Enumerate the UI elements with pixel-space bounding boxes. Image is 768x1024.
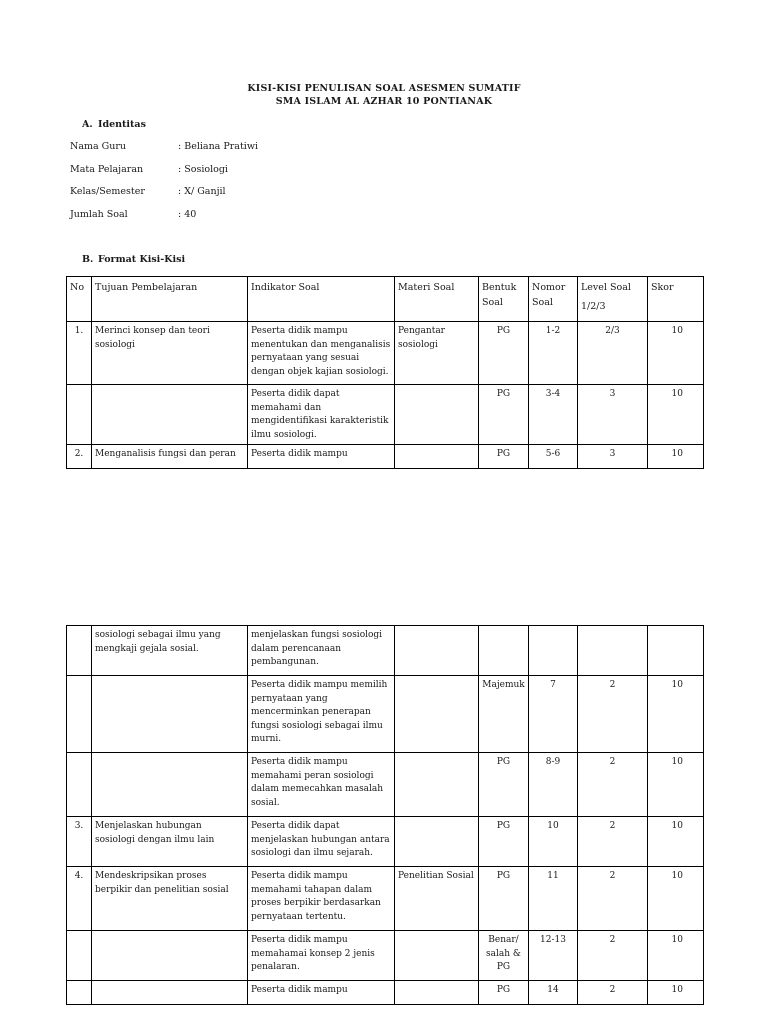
cell-level: 2 (578, 931, 648, 981)
cell-tujuan (92, 385, 248, 445)
cell-materi (395, 676, 479, 753)
header-level (578, 277, 648, 322)
header-materi: Materi Soal (395, 277, 479, 322)
cell-materi (395, 385, 479, 445)
cell-bentuk: Benar/ salah & PG (479, 931, 529, 981)
cell-indikator: Peserta didik mampu (248, 981, 395, 1005)
table-row (67, 867, 704, 931)
cell-bentuk: PG (479, 753, 529, 817)
format-section-title: Format Kisi-Kisi (98, 254, 186, 265)
header-level-line2: 1/2/3 (581, 301, 606, 312)
cell-nomor: 14 (529, 981, 578, 1005)
cell-skor: 10 (648, 322, 704, 385)
cell-nomor: 5-6 (529, 445, 578, 469)
header-nomor (529, 277, 578, 322)
cell-no: 4. (67, 867, 92, 931)
cell-bentuk: PG (479, 322, 529, 385)
table-row (67, 676, 704, 753)
cell-no (67, 626, 92, 676)
cell-level: 2 (578, 753, 648, 817)
cell-indikator: Peserta didik dapat menjelaskan hubungan antara sosiologi dan ilmu sejarah. (248, 817, 395, 867)
cell-materi: Pengantar sosiologi (395, 322, 479, 385)
cell-materi (395, 817, 479, 867)
header-indikator: Indikator Soal (248, 277, 395, 322)
cell-materi (395, 753, 479, 817)
cell-tujuan: Menjelaskan hubungan sosiologi dengan ilmu lain (92, 817, 248, 867)
cell-level: 3 (578, 445, 648, 469)
cell-bentuk: PG (479, 981, 529, 1005)
cell-tujuan: Merinci konsep dan teori sosiologi (92, 322, 248, 385)
header-nomor-line2: Soal (532, 297, 553, 308)
cell-tujuan (92, 981, 248, 1005)
cell-skor (648, 626, 704, 676)
cell-no (67, 676, 92, 753)
cell-no (67, 931, 92, 981)
cell-indikator: menjelaskan fungsi sosiologi dalam perencanaan pembangunan. (248, 626, 395, 676)
cell-indikator: Peserta didik mampu (248, 445, 395, 469)
table-row (67, 753, 704, 817)
table-row (67, 817, 704, 867)
cell-skor: 10 (648, 753, 704, 817)
cell-nomor: 12-13 (529, 931, 578, 981)
cell-skor: 10 (648, 676, 704, 753)
cell-no: 2. (67, 445, 92, 469)
identity-label: Jumlah Soal (70, 209, 128, 220)
identity-row-question-count (70, 209, 370, 223)
cell-indikator: Peserta didik mampu memahami peran sosiologi dalam memecahkan masalah sosial. (248, 753, 395, 817)
cell-indikator: Peserta didik mampu menentukan dan menganalisis pernyataan yang sesuai dengan objek kajian sosiologi. (248, 322, 395, 385)
cell-nomor: 3-4 (529, 385, 578, 445)
cell-nomor: 10 (529, 817, 578, 867)
identity-section-title: Identitas (98, 119, 146, 130)
cell-materi: Penelitian Sosial (395, 867, 479, 931)
cell-skor: 10 (648, 867, 704, 931)
header-bentuk-line2: Soal (482, 297, 503, 308)
cell-no (67, 385, 92, 445)
table-row (67, 626, 704, 676)
format-section-number: B. (82, 254, 94, 265)
cell-no (67, 981, 92, 1005)
cell-no (67, 753, 92, 817)
identity-label: Nama Guru (70, 141, 127, 152)
cell-skor: 10 (648, 817, 704, 867)
cell-tujuan (92, 676, 248, 753)
identity-label: Kelas/Semester (70, 186, 145, 197)
table-row (67, 445, 704, 469)
cell-materi (395, 981, 479, 1005)
cell-skor: 10 (648, 931, 704, 981)
table-row (67, 931, 704, 981)
table-row (67, 385, 704, 445)
identity-row-teacher (70, 141, 370, 155)
cell-materi (395, 931, 479, 981)
school-name: SMA ISLAM AL AZHAR 10 PONTIANAK (275, 96, 493, 107)
document-title: KISI-KISI PENULISAN SOAL ASESMEN SUMATIF (247, 83, 521, 94)
identity-value: : 40 (178, 209, 197, 220)
cell-bentuk: PG (479, 817, 529, 867)
cell-level: 2 (578, 867, 648, 931)
header-tujuan: Tujuan Pembelajaran (92, 277, 248, 322)
identity-section-number: A. (82, 119, 93, 130)
cell-indikator: Peserta didik mampu memahami tahapan dalam proses berpikir berdasarkan pernyataan tertentu. (248, 867, 395, 931)
header-bentuk-line1: Bentuk (482, 282, 517, 293)
cell-skor: 10 (648, 981, 704, 1005)
cell-skor: 10 (648, 445, 704, 469)
cell-nomor: 7 (529, 676, 578, 753)
identity-heading (82, 119, 146, 130)
cell-bentuk: PG (479, 445, 529, 469)
cell-level: 2/3 (578, 322, 648, 385)
cell-tujuan: sosiologi sebagai ilmu yang mengkaji gejala sosial. (92, 626, 248, 676)
header-skor: Skor (648, 277, 704, 322)
cell-bentuk: PG (479, 385, 529, 445)
kisi-kisi-table-page1 (66, 276, 704, 469)
table-row (67, 981, 704, 1005)
cell-tujuan: Menganalisis fungsi dan peran (92, 445, 248, 469)
cell-tujuan (92, 753, 248, 817)
cell-nomor (529, 626, 578, 676)
identity-row-subject (70, 164, 370, 178)
cell-level (578, 626, 648, 676)
header-nomor-line1: Nomor (532, 282, 566, 293)
cell-indikator: Peserta didik mampu memahamai konsep 2 jenis penalaran. (248, 931, 395, 981)
cell-nomor: 11 (529, 867, 578, 931)
cell-indikator: Peserta didik mampu memilih pernyataan yang mencerminkan penerapan fungsi sosiologi sebagai ilmu murni. (248, 676, 395, 753)
identity-row-class (70, 186, 370, 200)
header-no: No (67, 277, 92, 322)
cell-level: 2 (578, 676, 648, 753)
cell-level: 2 (578, 981, 648, 1005)
cell-tujuan (92, 931, 248, 981)
cell-nomor: 8-9 (529, 753, 578, 817)
header-level-line1: Level Soal (581, 282, 631, 293)
cell-no: 1. (67, 322, 92, 385)
format-heading (82, 254, 185, 265)
cell-tujuan: Mendeskripsikan proses berpikir dan penelitian sosial (92, 867, 248, 931)
kisi-kisi-table-page2 (66, 625, 704, 1005)
identity-value: : Beliana Pratiwi (178, 141, 258, 152)
identity-value: : Sosiologi (178, 164, 228, 175)
cell-level: 2 (578, 817, 648, 867)
cell-bentuk: Majemuk (479, 676, 529, 753)
table-header-row (67, 277, 704, 322)
cell-materi (395, 626, 479, 676)
cell-bentuk: PG (479, 867, 529, 931)
cell-indikator: Peserta didik dapat memahami dan mengidentifikasi karakteristik ilmu sosiologi. (248, 385, 395, 445)
cell-bentuk (479, 626, 529, 676)
identity-label: Mata Pelajaran (70, 164, 144, 175)
identity-value: : X/ Ganjil (178, 186, 226, 197)
cell-nomor: 1-2 (529, 322, 578, 385)
cell-no: 3. (67, 817, 92, 867)
cell-skor: 10 (648, 385, 704, 445)
table-row (67, 322, 704, 385)
cell-level: 3 (578, 385, 648, 445)
cell-materi (395, 445, 479, 469)
header-bentuk (479, 277, 529, 322)
